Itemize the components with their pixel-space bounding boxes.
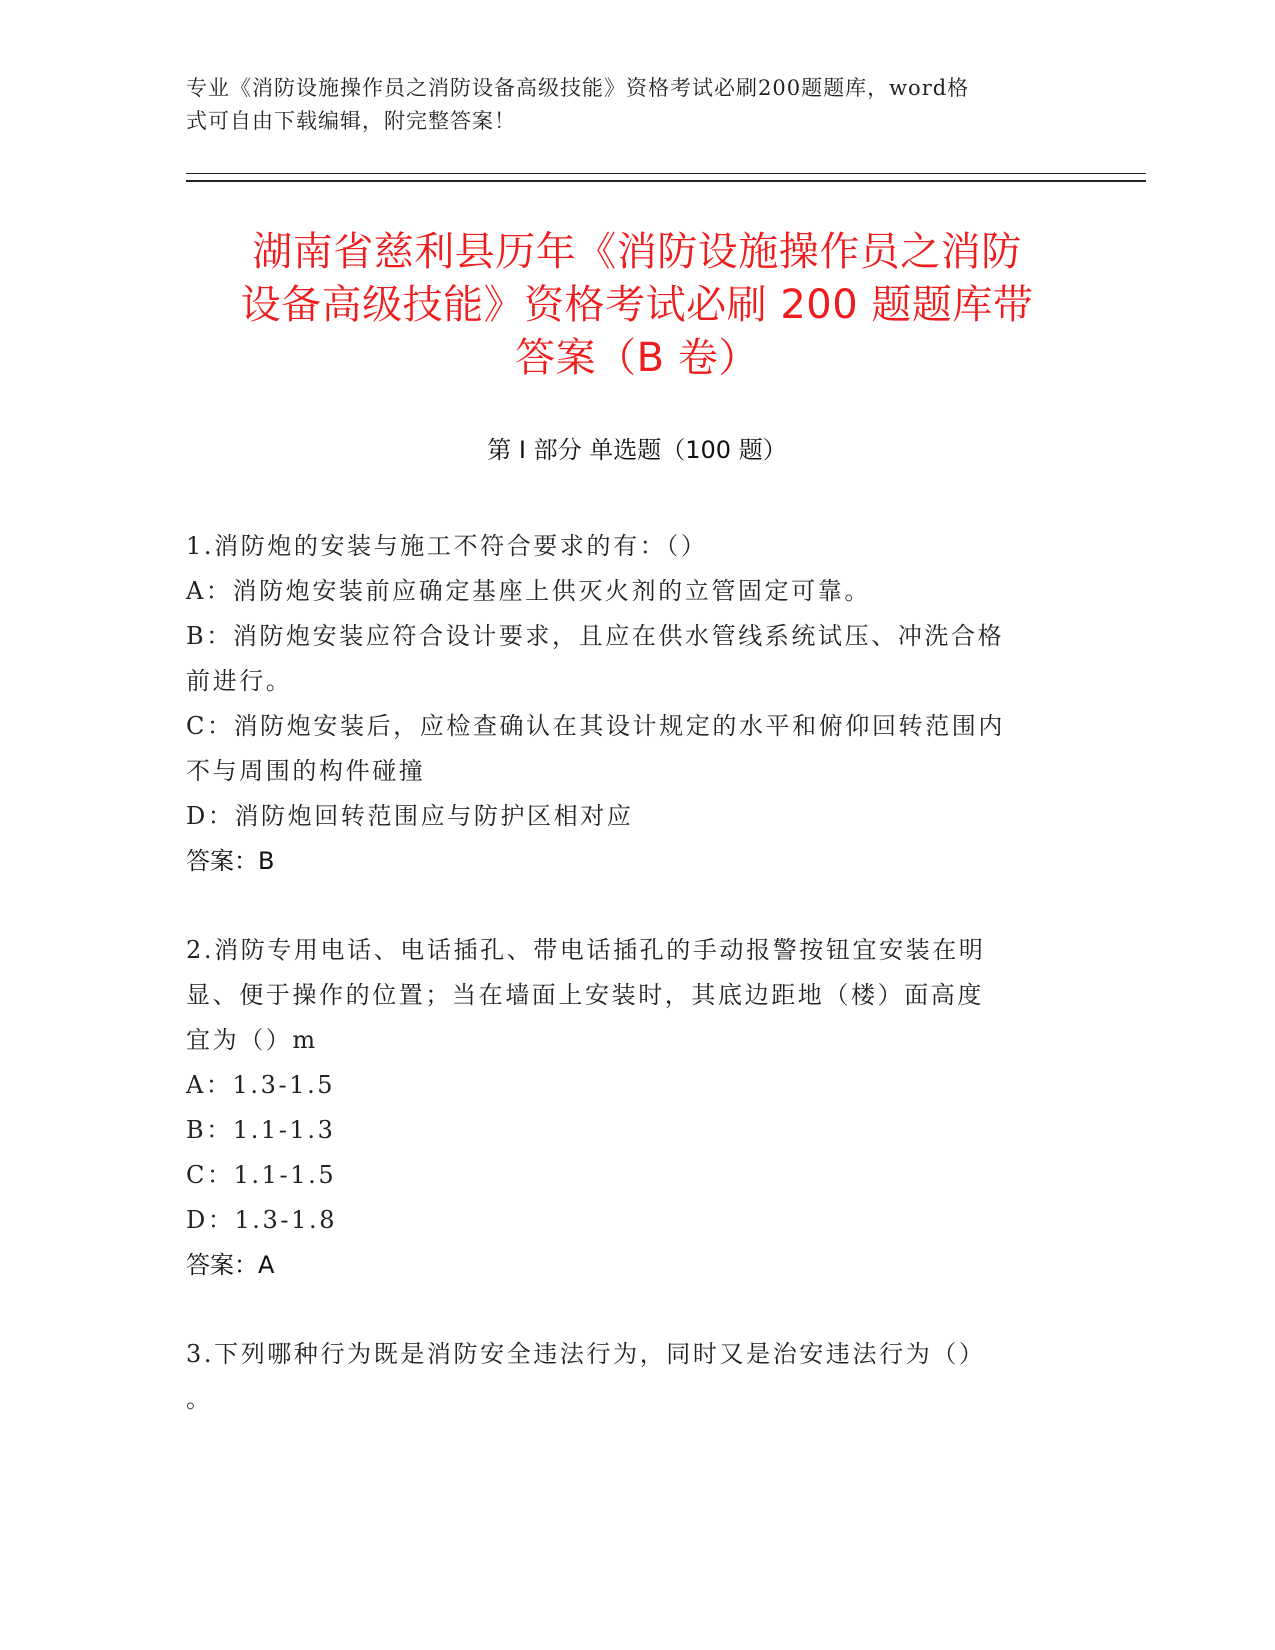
- title-line: 设备高级技能》资格考试必刷 200 题题库带: [240, 282, 1034, 328]
- option-c: C：1.1-1.5: [186, 1161, 337, 1189]
- option-d: D：消防炮回转范围应与防护区相对应: [186, 802, 634, 830]
- section-title: 第 I 部分 单选题（100 题）: [487, 436, 787, 464]
- question-list: [186, 524, 1066, 1466]
- option-b: B：1.1-1.3: [186, 1116, 336, 1144]
- option-b-continued: 前进行。: [186, 667, 293, 695]
- header-divider-thick: [186, 180, 1146, 182]
- answer-text: 答案：A: [186, 1251, 275, 1279]
- option-b: B：消防炮安装应符合设计要求，且应在供水管线系统试压、冲洗合格: [186, 622, 1005, 650]
- question-item: [186, 928, 1066, 1288]
- header-divider-thin: [186, 173, 1146, 174]
- document-title: [186, 226, 1088, 385]
- question-item: [186, 1332, 1066, 1422]
- option-a: A：消防炮安装前应确定基座上供灭火剂的立管固定可靠。: [186, 577, 871, 605]
- header-note: [186, 72, 1066, 138]
- title-line: 湖南省慈利县历年《消防设施操作员之消防: [252, 229, 1022, 275]
- option-d: D：1.3-1.8: [186, 1206, 338, 1234]
- header-note-line: 式可自由下载编辑，附完整答案！: [186, 109, 516, 133]
- question-stem: 3.下列哪种行为既是消防安全违法行为，同时又是治安违法行为（）: [186, 1340, 986, 1368]
- title-line: 答案（B 卷）: [515, 335, 759, 381]
- question-stem: 2.消防专用电话、电话插孔、带电话插孔的手动报警按钮宜安装在明: [186, 936, 986, 964]
- question-stem-continued: 宜为（）m: [186, 1026, 318, 1054]
- answer-text: 答案：B: [186, 847, 275, 875]
- question-stem-continued: 。: [186, 1385, 213, 1413]
- header-note-line: 专业《消防设施操作员之消防设备高级技能》资格考试必刷200题题库，word格: [186, 76, 970, 100]
- option-a: A：1.3-1.5: [186, 1071, 336, 1099]
- question-stem-continued: 显、便于操作的位置；当在墙面上安装时，其底边距地（楼）面高度: [186, 981, 984, 1009]
- option-c-continued: 不与周围的构件碰撞: [186, 757, 426, 785]
- question-stem: 1.消防炮的安装与施工不符合要求的有：（）: [186, 532, 708, 560]
- question-item: [186, 524, 1066, 884]
- option-c: C：消防炮安装后，应检查确认在其设计规定的水平和俯仰回转范围内: [186, 712, 1005, 740]
